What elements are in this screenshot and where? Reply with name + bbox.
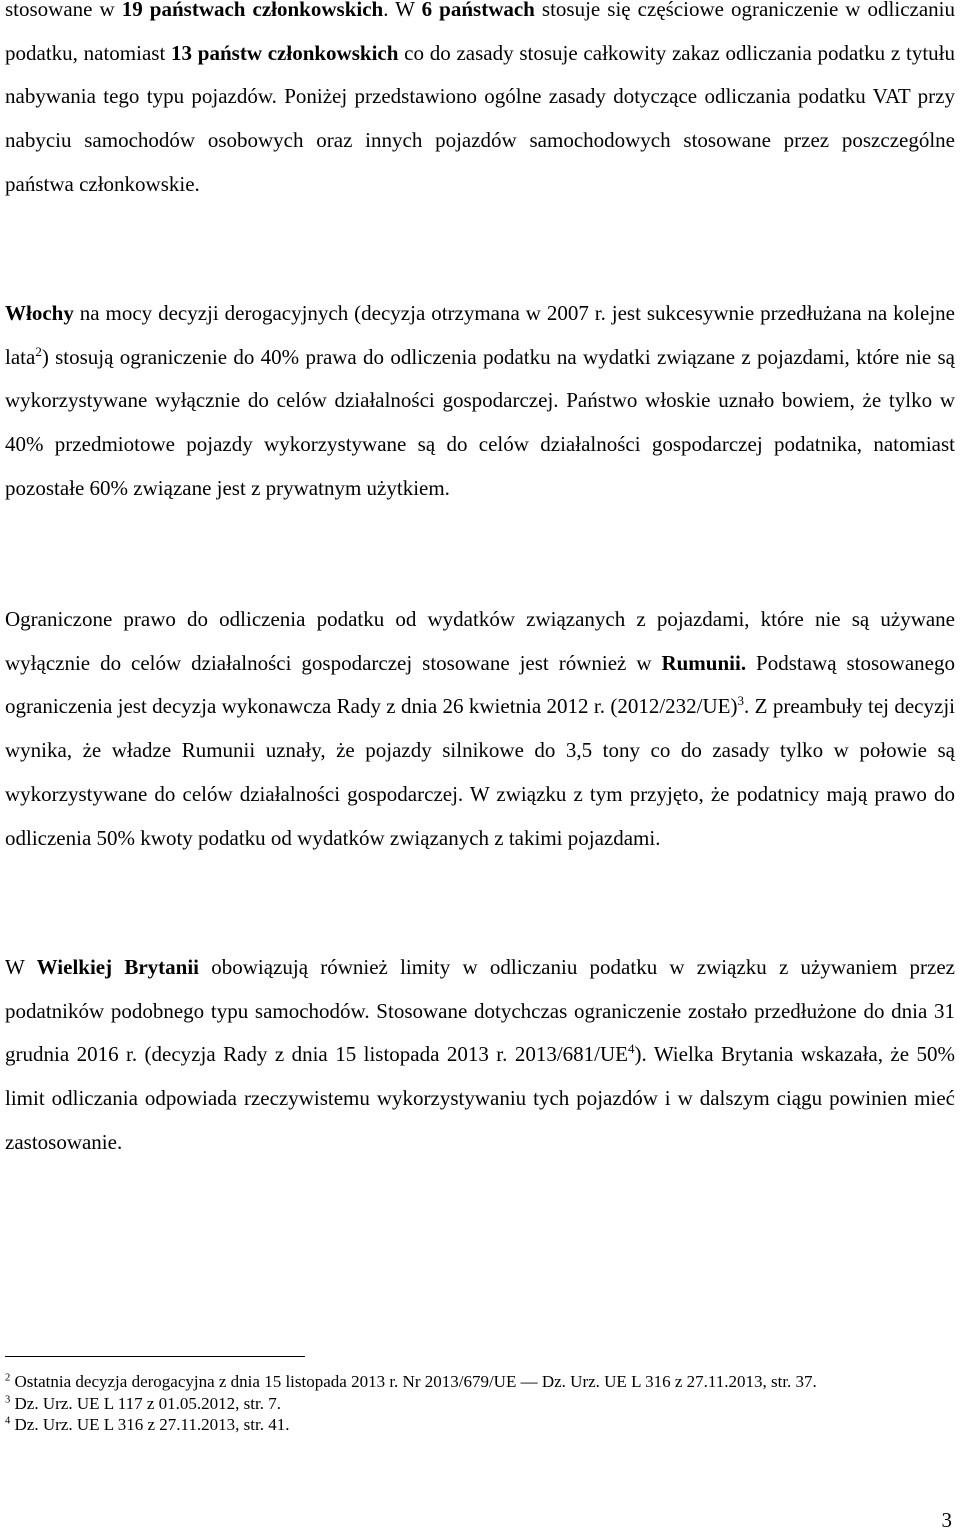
text-run: W [5, 955, 37, 979]
text-run: ). Wielka Brytania wskazała, że 50% limit odliczania odpowiada rzeczywistemu wykorzystywaniu tych pojazdów i w dalszym ciągu powinien mieć zastosowanie. [5, 1042, 955, 1154]
text-run: ) stosują ograniczenie do 40% prawa do odliczenia podatku na wydatki związane z pojazdami, które nie są wykorzystywane wyłącznie do celów działalności gospodarczej. Państwo włoskie uznało bowiem, że tylko w 40% przedmiotowe pojazdy wykorzystywane są do celów działalności gospodarczej podatnika, natomiast pozostałe 60% związane jest z prywatnym użytkiem. [5, 344, 955, 500]
footnote-text: Ostatnia decyzja derogacyjna z dnia 15 listopada 2013 r. Nr 2013/679/UE — Dz. Urz. UE L 316 z 27.11.2013, str. 37. [10, 1372, 817, 1391]
text-run: . Z preambuły tej decyzji wynika, że władze Rumunii uznały, że pojazdy silnikowe do 3,5 tony co do zasady tylko w połowie są wykorzystywane do celów działalności gospodarczej. W związku z tym przyjęto, że podatnicy mają prawo do odliczenia 50% kwoty podatku od wydatków związanych z takimi pojazdami. [5, 694, 955, 850]
emphasis-19-states: 19 państwach członkowskich [121, 0, 384, 21]
paragraph-italy [5, 292, 955, 511]
footnotes [5, 1371, 955, 1436]
footnote-ref-4[interactable]: 4 [628, 1041, 635, 1057]
emphasis-great-britain: Wielkiej Brytanii [36, 955, 199, 979]
text-run: Podstawą stosowanego ograniczenia jest decyzja wykonawcza Rady z dnia 26 kwietnia 2012 r. (2012/232/UE) [5, 650, 955, 719]
footnote-separator [5, 1356, 305, 1357]
page-number: 3 [941, 1508, 952, 1532]
text-run: . W [383, 0, 422, 21]
footnote-text: Dz. Urz. UE L 117 z 01.05.2012, str. 7. [10, 1393, 281, 1413]
footnote-number: 3 [5, 1393, 11, 1405]
footnote-number: 4 [5, 1415, 11, 1427]
emphasis-italy: Włochy [5, 301, 74, 325]
footnote-ref-2[interactable]: 2 [35, 343, 42, 359]
text-run: stosuje się częściowe ograniczenie w odliczaniu podatku, natomiast [5, 0, 955, 65]
footnote-text: Dz. Urz. UE L 316 z 27.11.2013, str. 41. [10, 1415, 290, 1434]
text-run: co do zasady stosuje całkowity zakaz odliczania podatku z tytułu nabywania tego typu pojazdów. Poniżej przedstawiono ogólne zasady dotyczące odliczania podatku VAT przy nabyciu samochodów osobowych oraz innych pojazdów samochodowych stosowane przez poszczególne państwa członkowskie. [5, 40, 955, 196]
footnote-4 [5, 1414, 955, 1436]
paragraph-romania [5, 598, 955, 860]
emphasis-13-states: 13 państw członkowskich [171, 40, 399, 65]
text-run: stosowane w [5, 0, 122, 21]
footnote-2 [5, 1371, 955, 1393]
footnote-number: 2 [5, 1372, 11, 1384]
text-run: na mocy decyzji derogacyjnych (decyzja otrzymana w 2007 r. jest sukcesywnie przedłużana na kolejne lata [5, 301, 955, 369]
emphasis-6-states: 6 państwach [421, 0, 535, 21]
paragraph-member-states [5, 0, 955, 207]
text-run: obowiązują również limity w odliczaniu podatku w związku z używaniem przez podatników podobnego typu samochodów. Stosowane dotychczas ograniczenie zostało przedłużone do dnia 31 grudnia 2016 r. (decyzja Rady z dnia 15 listopada 2013 r. 2013/681/UE [5, 955, 955, 1067]
footnote-3 [5, 1393, 955, 1415]
paragraph-great-britain [5, 946, 955, 1165]
emphasis-romania: Rumunii. [661, 650, 747, 675]
text-run: Ograniczone prawo do odliczenia podatku od wydatków związanych z pojazdami, które nie są używane wyłącznie do celów działalności gospodarczej stosowane jest również w [5, 607, 955, 675]
footnote-ref-3[interactable]: 3 [737, 693, 745, 709]
